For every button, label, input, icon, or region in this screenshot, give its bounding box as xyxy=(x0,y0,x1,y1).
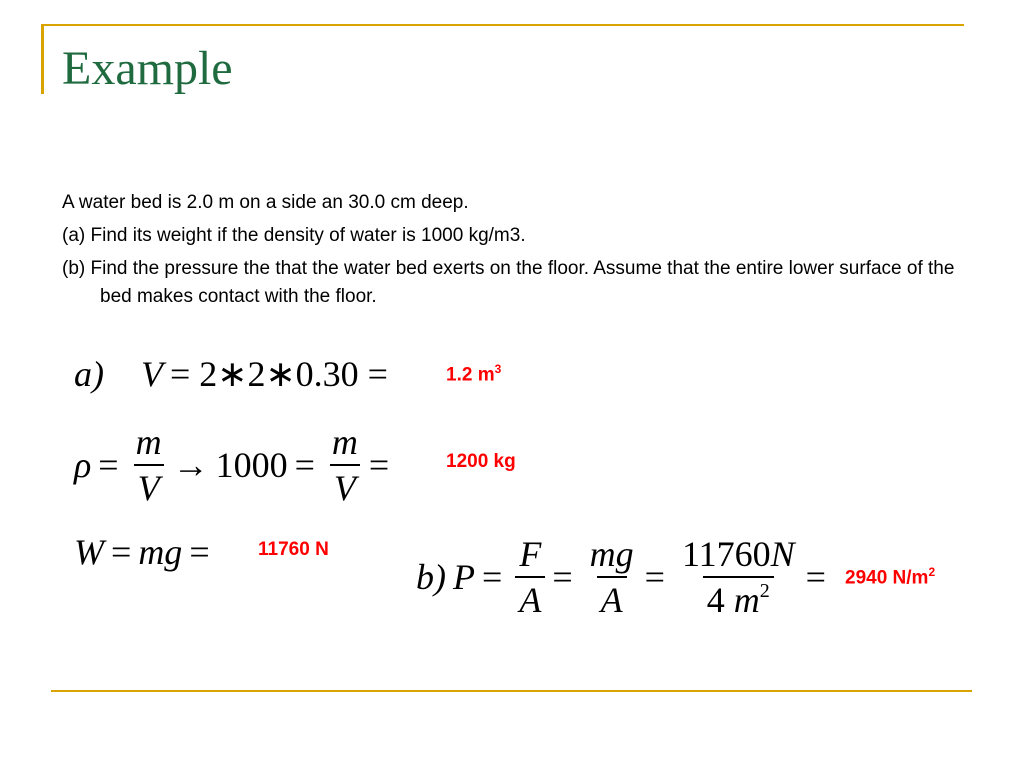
weight-equals: = xyxy=(111,532,132,572)
pressure-equals: = xyxy=(482,557,503,597)
part-b-label: b) xyxy=(416,557,446,597)
problem-statement xyxy=(62,189,982,316)
slide-title: Example xyxy=(62,42,233,95)
weight-equals-2: = xyxy=(189,532,210,572)
frame-accent-top xyxy=(41,24,964,26)
fraction-m-over-v: $\frac{m}{V}$ xyxy=(135,422,162,508)
density-equals: = xyxy=(98,445,119,485)
answer-volume: 1.2 $m^3$ xyxy=(446,362,502,386)
part-a-label: a) xyxy=(74,354,104,394)
equation-volume xyxy=(74,356,395,392)
volume-symbol: V xyxy=(141,354,163,394)
weight-symbol: W xyxy=(74,532,104,572)
weight-rhs: mg xyxy=(138,532,183,572)
problem-line-2: (a) Find its weight if the density of water is 1000 kg/m3. xyxy=(62,225,526,246)
problem-line-1: A water bed is 2.0 m on a side an 30.0 cm deep. xyxy=(62,192,469,213)
frame-accent-vertical xyxy=(41,24,44,94)
density-equals-3: = xyxy=(368,445,390,485)
fraction-mg-over-a: $\frac{mg}{A}$ xyxy=(589,534,634,620)
fraction-f-over-a: $\frac{F}{A}$ xyxy=(515,536,545,618)
problem-line-3: (b) Find the pressure the that the water bed exerts on the floor. Assume that the entire lower surface of the bed makes contact with the floor. xyxy=(62,258,955,307)
rho-symbol: ρ xyxy=(74,445,92,485)
pressure-symbol: P xyxy=(453,557,475,597)
arrow-symbol: → xyxy=(172,445,209,485)
answer-weight: 11760 N xyxy=(258,539,329,560)
fraction-force-over-area: $\frac{11760N}{4 m^2}$ xyxy=(681,534,795,620)
answer-mass: 1200 kg xyxy=(446,451,516,472)
pressure-equals-3: = xyxy=(644,557,665,597)
density-equals-2: = xyxy=(294,445,315,485)
equation-weight xyxy=(74,534,217,570)
volume-expression: = 2∗2∗0.30 = xyxy=(170,354,388,394)
equation-pressure xyxy=(416,536,833,618)
pressure-equals-4: = xyxy=(805,557,826,597)
pressure-equals-2: = xyxy=(552,557,573,597)
density-value: 1000 xyxy=(215,445,288,485)
answer-pressure: 2940 $N/m^2$ xyxy=(845,565,936,589)
fraction-m-over-v-2: $\frac{m}{V}$ xyxy=(331,422,358,508)
frame-accent-bottom xyxy=(51,690,972,692)
equation-density xyxy=(74,424,396,506)
